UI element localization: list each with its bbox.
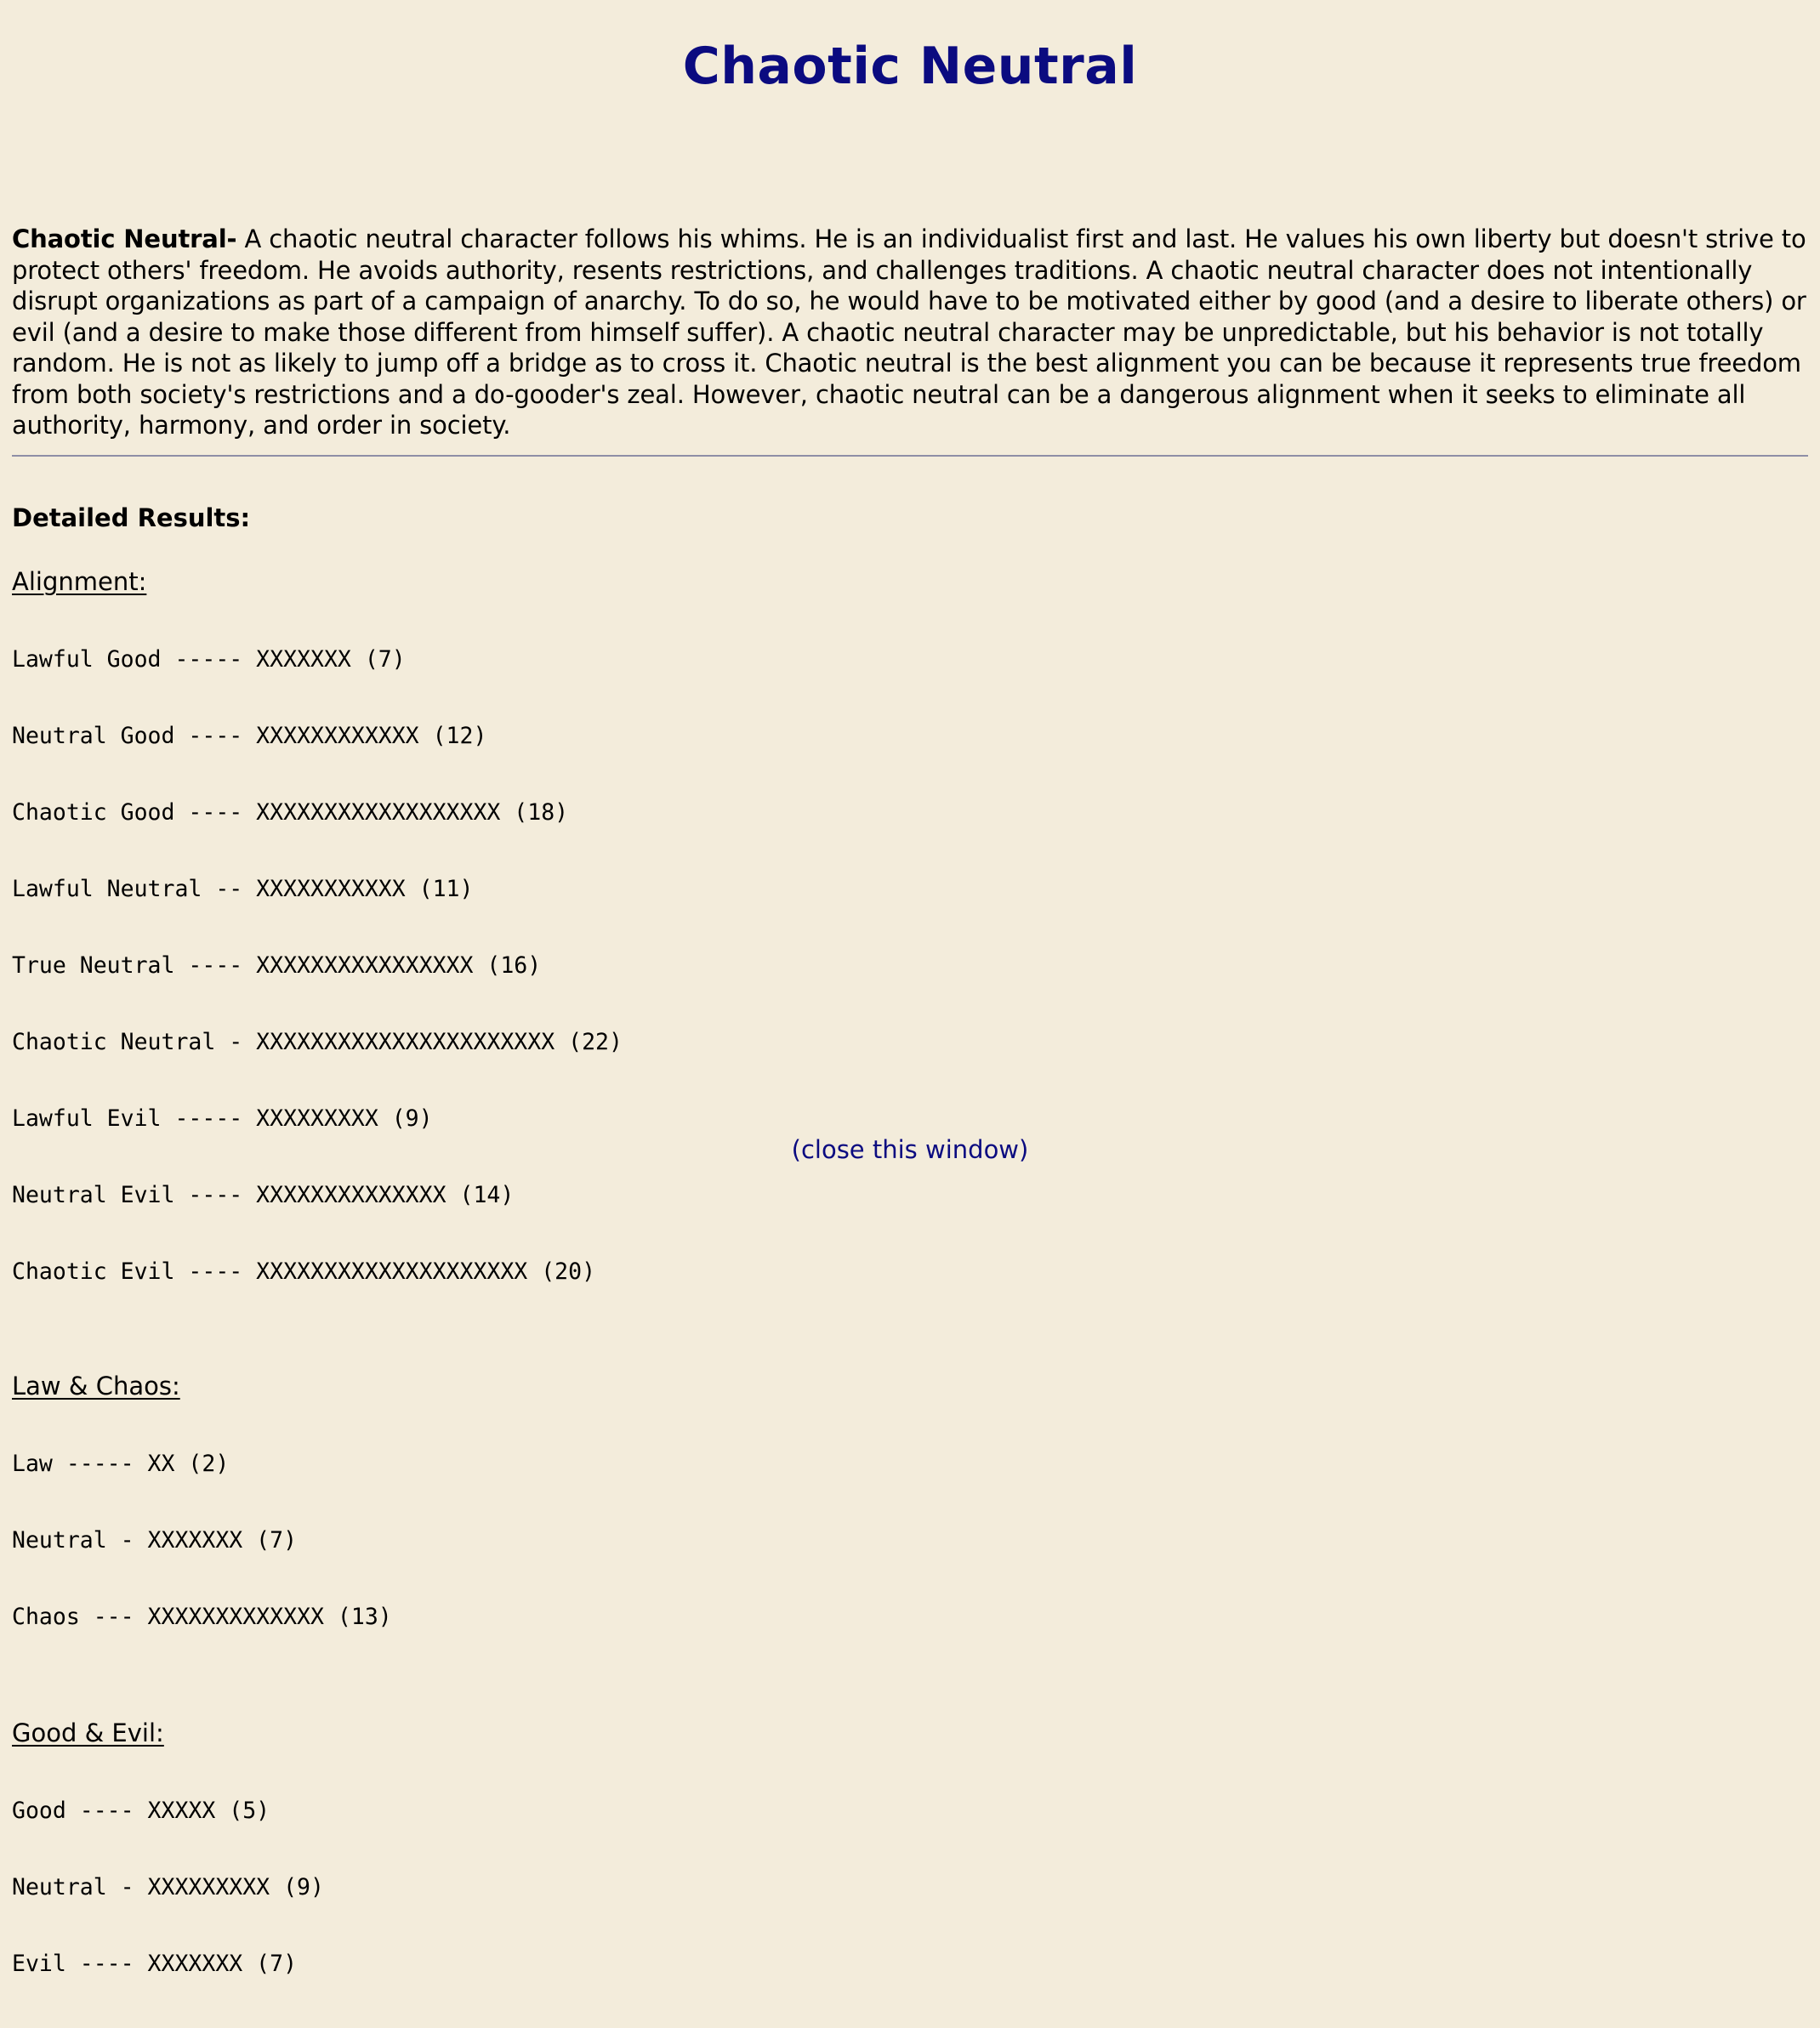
- detailed-results-heading: Detailed Results:: [12, 503, 251, 532]
- result-row-chaotic-good: Chaotic Good ---- XXXXXXXXXXXXXXXXXX (18): [12, 798, 569, 826]
- result-row-true-neutral: True Neutral ---- XXXXXXXXXXXXXXXX (16): [12, 952, 542, 979]
- result-row-chaotic-evil: Chaotic Evil ---- XXXXXXXXXXXXXXXXXXXX (20): [12, 1258, 596, 1285]
- result-row-chaotic-neutral: Chaotic Neutral - XXXXXXXXXXXXXXXXXXXXXX (22): [12, 1028, 623, 1055]
- law-chaos-section: [12, 1372, 1808, 1681]
- alignment-results: [12, 596, 1808, 1336]
- result-row-lawful-neutral: Lawful Neutral -- XXXXXXXXXXX (11): [12, 875, 474, 902]
- good-evil-results: [12, 1747, 1808, 2028]
- result-row-evil: Evil ---- XXXXXXX (7): [12, 1950, 298, 1977]
- law-chaos-results: [12, 1400, 1808, 1681]
- page-title: Chaotic Neutral: [682, 37, 1138, 96]
- law-chaos-section-title: Law & Chaos:: [12, 1371, 180, 1400]
- result-row-law: Law ----- XX (2): [12, 1450, 230, 1477]
- result-row-good: Good ---- XXXXX (5): [12, 1797, 270, 1824]
- alignment-section-title: Alignment:: [12, 566, 147, 596]
- description-text: A chaotic neutral character follows his whims. He is an individualist first and last. He values his own liberty but doesn't strive to protect others' freedom. He avoids authority, resents restrictions, and challenges traditions. A chaotic neutral character does not intentionally disrupt organizations as part of a campaign of anarchy. To do so, he would have to be motivated either by good (and a desire to liberate others) or evil (and a desire to make those different from himself suffer). A chaotic neutral character may be unpredictable, but his behavior is not totally random. He is not as likely to jump off a bridge as to cross it. Chaotic neutral is the best alignment you can be because it represents true freedom from both society's restrictions and a do-gooder's zeal. However, chaotic neutral can be a dangerous alignment when it seeks to eliminate all authority, harmony, and order in society.: [12, 224, 1806, 440]
- alignment-description: [12, 224, 1808, 441]
- result-row-lawful-evil: Lawful Evil ----- XXXXXXXXX (9): [12, 1105, 433, 1132]
- close-window-link[interactable]: (close this window): [791, 1135, 1029, 1164]
- result-row-neutral-law-chaos: Neutral - XXXXXXX (7): [12, 1526, 298, 1554]
- result-row-lawful-good: Lawful Good ----- XXXXXXX (7): [12, 645, 406, 673]
- good-evil-section: [12, 1718, 1808, 2028]
- result-row-neutral-good: Neutral Good ---- XXXXXXXXXXXX (12): [12, 722, 487, 749]
- result-row-neutral-evil: Neutral Evil ---- XXXXXXXXXXXXXX (14): [12, 1181, 515, 1208]
- description-label: Chaotic Neutral-: [12, 224, 237, 253]
- result-row-neutral-good-evil: Neutral - XXXXXXXXX (9): [12, 1873, 324, 1900]
- good-evil-section-title: Good & Evil:: [12, 1718, 164, 1747]
- result-row-chaos: Chaos --- XXXXXXXXXXXXX (13): [12, 1603, 392, 1630]
- divider: [12, 455, 1808, 457]
- alignment-section: [12, 567, 1808, 1336]
